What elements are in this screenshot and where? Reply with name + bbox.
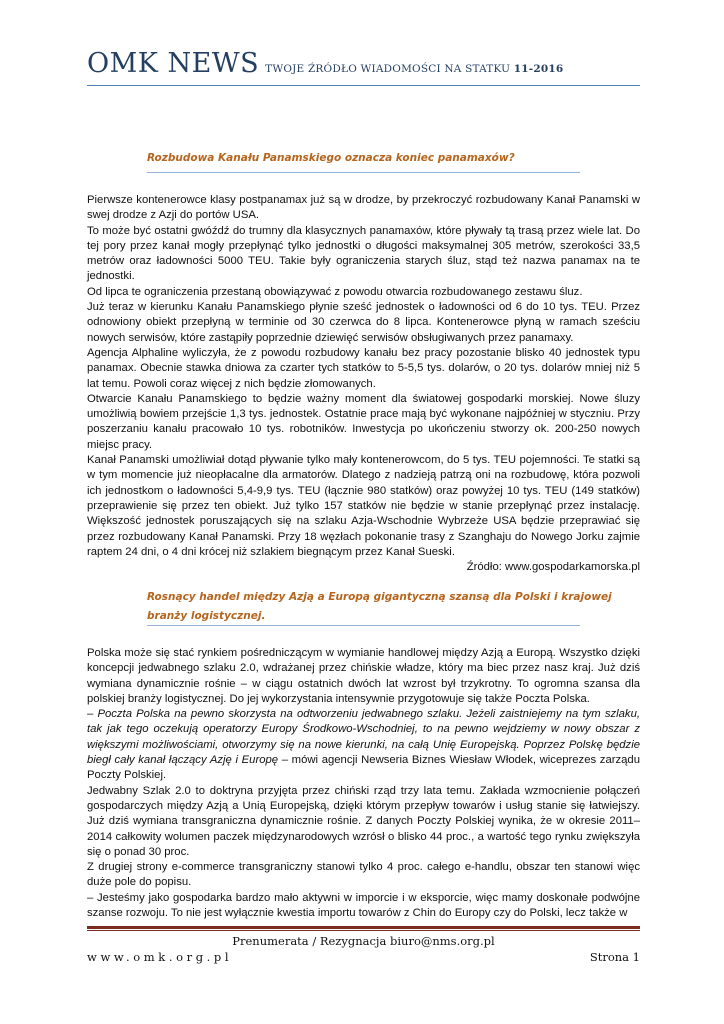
article-2-body: [87, 646, 640, 921]
website-link[interactable]: www.omk.org.pl: [87, 950, 233, 964]
article-1-title: Rozbudowa Kanału Panamskiego oznacza koniec panamaxów?: [147, 152, 515, 164]
article-2-title: [147, 588, 612, 626]
subscribe-line: Prenumerata / Rezygnacja biuro@nms.org.pl: [232, 934, 495, 948]
article-1-paragraph: Otwarcie Kanału Panamskiego to będzie ważny moment dla światowej gospodarki morskiej. Nowe śluzy umożliwią bowiem przejście 1,3 tys. jednostek. Ostatnie prace mają być wykonane najpóźniej w styczniu. Przy poszerzaniu kanału pracowało 10 tys. robotników. Inwestycja po ukończeniu stworzy ok. 200-250 nowych miejsc pracy.: [87, 392, 640, 451]
header-divider: [87, 85, 640, 86]
article-2-paragraph: Jedwabny Szlak 2.0 to doktryna przyjęta przez chiński rząd trzy lata temu. Zakłada wzmocnienie połączeń gospodarczych między Azją a Unią Europejską, dzięki którym przepływ towarów i usług stanie się łatwiejszy. Już dziś wymiana transgraniczna dynamicznie rośnie. Z danych Poczty Polskiej wynika, że w okresie 2011–2014 całkowity wolumen paczek międzynarodowych wzrósł o blisko 44 proc., a wartość tego rynku zwiększyła się o ponad 30 proc.: [87, 784, 640, 858]
page-number: Strona 1: [589, 950, 640, 964]
article-1-paragraph: Już teraz w kierunku Kanału Panamskiego płynie sześć jednostek o ładowności od 6 do 10 tys. TEU. Przez odnowiony obiekt przepłyną w terminie od 30 czerwca do 8 lipca. Kontenerowce płyną w ramach sześciu nowych serwisów, które zastąpiły poprzednie dziewięć serwisów obsługiwanych przez panamaxy.: [87, 301, 640, 344]
article-1-title-divider: [147, 172, 580, 173]
footer-divider-thick: [87, 926, 640, 929]
article-2-title-line: Rosnący handel między Azją a Europą gigantyczną szansą dla Polski i krajowej: [147, 591, 612, 603]
article-1-body: [87, 193, 640, 575]
article-2-quote: [87, 707, 640, 783]
article-2-title-line: branży logistycznej.: [147, 610, 266, 622]
page-header: [87, 48, 640, 79]
article-1-paragraph: To może być ostatni gwóźdź do trumny dla klasycznych panamaxów, które pływały tą trasą przez wiele lat. Do tej pory przez kanał mogły przepłynąć tylko jednostki o długości maksymalnej 305 metrów, szerokości 33,5 metrów oraz ładowności 5000 TEU. Takie były ograniczenia starych śluz, stąd też nazwa panamax na te jednostki.: [87, 224, 640, 283]
article-1-paragraph: Kanał Panamski umożliwiał dotąd pływanie tylko mały kontenerowcom, do 5 tys. TEU pojemności. Te statki są w tym momencie już nieopłacalne dla armatorów. Dlatego z nadzieją patrzą oni na rozbudowę, która pozwoli ich jednostkom o ładowności 5,4-9,9 tys. TEU (łącznie 980 statków) oraz powyżej 10 tys. TEU (149 statków) przeprawienie się przez ten obiekt. Już tylko 157 statków nie będzie w stanie przepłynąć przez instalację. Większość jednostek poruszających się na szlaku Azja-Wschodnie Wybrzeże USA będzie przeprawiać się przez rozbudowany Kanał Panamski. Przy 18 węzłach pokonanie trasy z Szanghaju do Nowego Jorku zajmie raptem 24 dni, o 4 dni krócej niż szlakiem biegnącym przez Kanał Sueski.: [87, 454, 640, 558]
article-2-paragraph: Z drugiej strony e-commerce transgraniczny stanowi tylko 4 proc. całego e-handlu, obszar ten stanowi więc duże pole do popisu.: [87, 861, 640, 889]
article-2-paragraph: Polska może się stać rynkiem pośredniczącym w wymianie handlowej między Azją a Europą. Wszystko dzięki koncepcji jedwabnego szlaku 2.0, wdrażanej przez chińskie władze, który ma biec przez nasz kraj. Już dziś wymiana dynamicznie rośnie – w ciągu ostatnich dwóch lat wzrost był trzykrotny. To ogromna szansa dla polskiej branży logistycznej. Do jej wykorzystania intensywnie przygotowuje się także Poczta Polska.: [87, 647, 640, 705]
article-1-paragraph: Agencja Alphaline wyliczyła, że z powodu rozbudowy kanału bez pracy pozostanie blisko 40 jednostek typu panamax. Obecnie stawka dniowa za czarter tych statków to 5-5,5 tys. dolarów, o 20 tys. dolarów mniej niż 5 lat temu. Powoli coraz więcej z nich będzie złomowanych.: [87, 346, 640, 390]
quote-italic-text: – Poczta Polska na pewno skorzysta na odtworzeniu jedwabnego szlaku. Jeżeli zaistniejemy na tym szlaku, tak jak tego oczekują operatorzy Europy Środkowo-Wschodniej, to na pewno wejdziemy w nowy obszar z większymi możliwościami, otworzymy się na nowe kierunki, na całą Unię Europejską. Poprzez Polskę będzie biegł cały kanał łączący Azję i Europę: [87, 708, 640, 767]
article-2-title-divider: [147, 625, 580, 626]
article-1-paragraph: Od lipca te ograniczenia przestaną obowiązywać z powodu otwarcia rozbudowanego zestawu śluz.: [87, 285, 583, 298]
article-1-source: Źródło: www.gospodarkamorska.pl: [466, 561, 640, 574]
tagline-text: TWOJE ŹRÓDŁO WIADOMOŚCI NA STATKU: [265, 63, 511, 75]
issue-number: 11-2016: [513, 63, 564, 75]
footer-divider-thin: [87, 930, 640, 931]
article-1-paragraph: Pierwsze kontenerowce klasy postpanamax już są w drodze, by przekroczyć rozbudowany Kanał Panamski w swej drodze z Azji do portów USA.: [87, 194, 640, 222]
header-tagline: [265, 63, 563, 75]
quote-attribution: – mówi agencji Newseria Biznes Wiesław Włodek, wiceprezes zarządu Poczty Polskiej.: [87, 754, 640, 782]
brand-title: OMK NEWS: [87, 48, 260, 79]
article-2-paragraph: – Jesteśmy jako gospodarka bardzo mało aktywni w imporcie i w eksporcie, więc mamy doskonałe podwójne szanse rozwoju. To nie jest wyłącznie kwestia importu towarów z Chin do Europy czy do Polski, lecz także w: [87, 891, 640, 920]
